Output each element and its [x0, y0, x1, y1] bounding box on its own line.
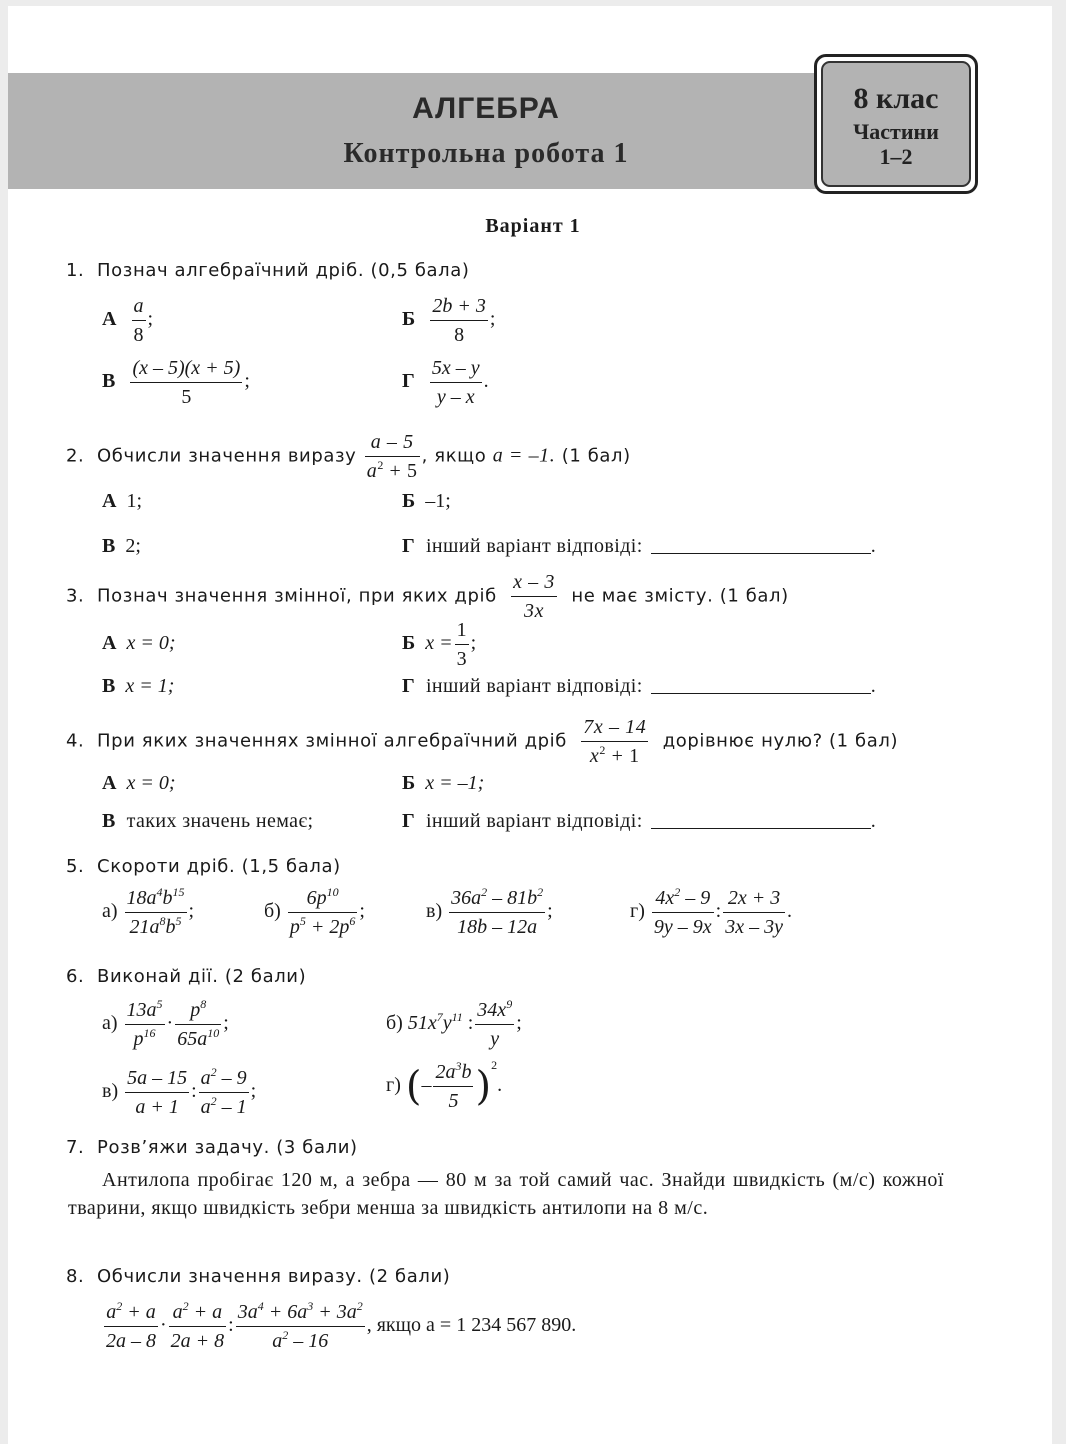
fraction: $\frac{13a^5}{p^{16}}$	[126, 997, 163, 1050]
q1-option-a: А $\frac{a}{8}$ ;	[102, 295, 154, 346]
option-letter: А	[102, 308, 117, 330]
q8-expression: $\frac{a^2 + a}{2a - 8}$ · $\frac{a^2 + a}{2a + 8}$ : $\frac{3a^4 + 6a^3 + 3a^2}{a^2 - 16}$ , якщо a = 1 234 567 890.	[106, 1299, 577, 1352]
question-text: Скороти дріб. (1,5 бала)	[97, 856, 341, 877]
question-number: 3.	[66, 585, 85, 607]
option-letter: В	[102, 370, 116, 392]
question-text: Розв’яжи задачу. (3 бали)	[97, 1137, 358, 1158]
question-4: 4. При яких значеннях змінної алгебраїчний дріб $\frac{7x - 14}{x^2 + 1}$ дорівнює нулю? (1 бал)	[66, 716, 899, 767]
parts-label: Частини	[853, 119, 939, 144]
fraction: $\frac{7x - 14}{x^2 + 1}$	[583, 716, 647, 767]
subject-title: АЛГЕБРА	[412, 92, 560, 125]
answer-blank[interactable]	[651, 535, 871, 554]
answer-blank[interactable]	[651, 810, 871, 829]
question-number: 8.	[66, 1266, 85, 1287]
question-text: При яких значеннях змінної алгебраїчний дріб	[97, 730, 567, 752]
q6-item-b: б) $51x^7y^{11}$ : $\frac{34x^9}{y}$ ;	[386, 997, 522, 1050]
parts-range: 1–2	[879, 144, 913, 169]
q2-option-a: А 1;	[102, 490, 143, 512]
fraction: $\frac{a^2 + a}{2a - 8}$	[106, 1299, 156, 1352]
q3-option-v: В x = 1;	[102, 675, 175, 697]
q6-item-v: в) $\frac{5a - 15}{a + 1}$ : $\frac{a^2 - 9}{a^2 - 1}$ ;	[102, 1065, 257, 1118]
grade-box	[814, 54, 978, 194]
question-3: 3. Познач значення змінної, при яких дріб $\frac{x - 3}{3x}$ не має змісту. (1 бал)	[66, 571, 789, 622]
question-text: Обчисли значення виразу	[97, 445, 357, 467]
answer-blank[interactable]	[651, 675, 871, 694]
q3-option-b: Б x = $\frac{1}{3}$ ;	[402, 619, 477, 670]
question-number: 1.	[66, 260, 85, 281]
fraction: $\frac{6p^{10}}{p^5 + 2p^6}$	[289, 885, 356, 938]
header-banner	[8, 73, 824, 189]
option-letter: Б	[402, 308, 416, 330]
question-text: Познач значення змінної, при яких дріб	[97, 585, 497, 607]
question-number: 5.	[66, 856, 85, 877]
variant-title: Варіант 1	[485, 215, 581, 237]
question-1	[66, 260, 470, 281]
question-number: 4.	[66, 730, 85, 752]
fraction: $\frac{4x^2 - 9}{9y - 9x}$	[653, 885, 712, 938]
question-2: 2. Обчисли значення виразу $\frac{a - 5}{a^2 + 5}$ , якщо a = –1. (1 бал)	[66, 431, 631, 482]
fraction: $\frac{2x + 3}{3x - 3y}$	[725, 887, 783, 938]
q4-option-a: А x = 0;	[102, 772, 176, 794]
q3-option-a: А x = 0;	[102, 632, 176, 654]
question-7	[66, 1137, 358, 1158]
q2-option-g: Г інший варіант відповіді: .	[402, 535, 877, 557]
fraction: $\frac{2a^3b}{5}$	[435, 1059, 472, 1112]
q4-option-b: Б x = –1;	[402, 772, 485, 794]
fraction: $\frac{p^8}{65a^{10}}$	[177, 997, 220, 1050]
q1-option-b: Б $\frac{2b + 3}{8}$ ;	[402, 295, 496, 346]
fraction: $\frac{34x^9}{y}$	[477, 997, 513, 1050]
question-text: Обчисли значення виразу. (2 бали)	[97, 1266, 451, 1287]
q4-option-v: В таких значень немає;	[102, 810, 314, 832]
work-title: Контрольна робота 1	[343, 138, 629, 169]
fraction: $\frac{5a - 15}{a + 1}$	[127, 1067, 188, 1118]
fraction: $\frac{a}{8}$	[133, 295, 144, 346]
right-paren: )	[475, 1063, 492, 1110]
q6-item-a: а) $\frac{13a^5}{p^{16}}$ · $\frac{p^8}{65a^{10}}$ ;	[102, 997, 229, 1050]
question-text: Познач алгебраїчний дріб. (0,5 бала)	[97, 260, 470, 281]
q4-option-g: Г інший варіант відповіді: .	[402, 810, 877, 832]
q1-option-g: Г $\frac{5x - y}{y - x}$ .	[402, 357, 489, 408]
q5-item-g: г) $\frac{4x^2 - 9}{9y - 9x}$ : $\frac{2x + 3}{3x - 3y}$ .	[630, 885, 792, 938]
fraction: $\frac{18a^4b^{15}}{21a^8b^5}$	[126, 885, 185, 938]
fraction: $\frac{a^2 + a}{2a + 8}$	[170, 1299, 225, 1352]
option-letter: Г	[402, 370, 415, 392]
q2-option-b: Б –1;	[402, 490, 451, 512]
question-number: 2.	[66, 445, 85, 467]
fraction: $\frac{36a^2 - 81b^2}{18b - 12a}$	[451, 885, 544, 938]
q5-item-a: а) $\frac{18a^4b^{15}}{21a^8b^5}$ ;	[102, 885, 195, 938]
question-6	[66, 966, 306, 987]
fraction: $\frac{x - 3}{3x}$	[513, 571, 555, 622]
fraction: $\frac{3a^4 + 6a^3 + 3a^2}{a^2 - 16}$	[237, 1299, 363, 1352]
question-number: 7.	[66, 1137, 85, 1158]
left-paren: (	[405, 1063, 422, 1110]
question-text: Виконай дії. (2 бали)	[97, 966, 307, 987]
grade-label: 8 клас	[853, 82, 939, 115]
fraction: $\frac{a^2 - 9}{a^2 - 1}$	[200, 1065, 247, 1118]
q1-option-v: В $\frac{(x - 5)(x + 5)}{5}$ ;	[102, 357, 250, 408]
fraction: $\frac{(x - 5)(x + 5)}{5}$	[132, 357, 241, 408]
question-5	[66, 856, 341, 877]
question-8	[66, 1266, 450, 1287]
q3-option-g: Г інший варіант відповіді: .	[402, 675, 877, 697]
fraction: $\frac{2b + 3}{8}$	[432, 295, 486, 346]
fraction: $\frac{5x - y}{y - x}$	[431, 357, 480, 408]
fraction: $\frac{1}{3}$	[456, 619, 467, 670]
q5-item-v: в) $\frac{36a^2 - 81b^2}{18b - 12a}$ ;	[426, 885, 553, 938]
q7-problem-text: Антилопа пробігає 120 м, а зебра — 80 м за той самий час. Знайди швидкість (м/с) кожної тварини, якщо швидкість зебри менша за швидкість антилопи на 8 м/с.	[68, 1169, 944, 1219]
fraction: $\frac{a - 5}{a^2 + 5}$	[366, 431, 418, 482]
q6-item-g: г) (– $\frac{2a^3b}{5}$ )$^2$.	[386, 1058, 503, 1112]
q5-item-b: б) $\frac{6p^{10}}{p^5 + 2p^6}$ ;	[264, 885, 365, 938]
q2-option-v: В 2;	[102, 535, 141, 557]
question-number: 6.	[66, 966, 85, 987]
